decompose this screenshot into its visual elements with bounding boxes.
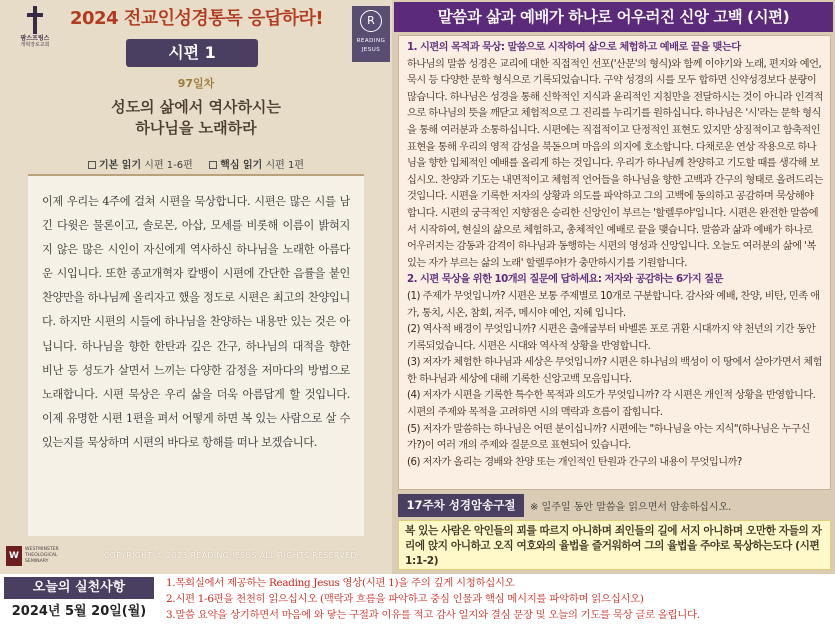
page-title-line1: 성도의 삶에서 역사하시는 <box>111 98 281 116</box>
section2-heading: 2. 시편 묵상을 위한 10개의 질문에 답하세요: 저자와 공감하는 6가지 질문 <box>407 274 723 286</box>
core-reading-value: 시편 1편 <box>265 160 305 171</box>
shield-icon: W <box>6 546 22 566</box>
memory-verse: 복 있는 사람은 악인들의 꾀를 따르지 아니하며 죄인들의 길에 서지 아니하며 오만한 자들의 자리에 앉지 아니하고 오직 여호와의 율법을 즐거워하여 그의 율법을 주야로 묵상하는도다 (시편 1:1-2) <box>398 520 831 570</box>
section1-heading: 1. 시편의 목적과 묵상: 말씀으로 시작하여 삶으로 체험하고 예배로 끝을 맺는다 <box>407 42 741 53</box>
seminary-logo <box>6 546 86 568</box>
action-date: 2024년 5월 20일(월) <box>11 604 147 619</box>
page-title <box>0 97 392 139</box>
action-strip <box>0 574 835 626</box>
memory-verse-tab: 17주차 성경암송구절 <box>398 494 524 517</box>
page-title-line2: 하나님을 노래하라 <box>135 119 257 137</box>
action-item: 2.시편 1-6편을 천천히 읽으십시오 (맥락과 흐름을 파악하고 중심 인물과 핵심 메시지를 파악하며 읽으십시오) <box>166 592 644 605</box>
question-item: (1) 주제가 무엇입니까? 시편은 보통 주제별로 10개로 구분합니다. 감사와 예배, 찬양, 비탄, 민족 애가, 통치, 시온, 참회, 저주, 메시야 예언, 지혜 입니다. <box>407 290 820 319</box>
question-item: (6) 저자가 올리는 경배와 찬양 또는 개인적인 탄원과 간구의 내용이 무엇입니까? <box>407 456 742 468</box>
question-item: (2) 역사적 배경이 무엇입니까? 시편은 출애굽부터 바벨론 포로 귀환 시대까지 약 천년의 기간 동안 기록되었습니다. 시편은 시대와 역사적 상황을 반영합니다. <box>407 324 816 352</box>
devotional-card <box>28 174 364 536</box>
action-item: 1.목회실에서 제공하는 Reading Jesus 영상(시편 1)을 주의 깊게 시청하십시오 <box>166 577 515 589</box>
church-logo <box>6 6 64 48</box>
core-reading-label: 핵심 읽기 <box>220 160 263 171</box>
reading-ranges <box>0 156 392 171</box>
cross-icon <box>25 6 45 34</box>
checkbox-icon <box>88 161 96 169</box>
basic-reading-value: 시편 1-6편 <box>144 160 193 171</box>
question-item: (3) 저자가 체험한 하나님과 세상은 무엇입니까? 시편은 하나님의 백성이 이 땅에서 살아가면서 체험한 하나님과 세상에 대해 기록한 신앙고백 모음입니다. <box>407 357 822 385</box>
action-item: 3.말씀 요약을 상기하면서 마음에 와 닿는 구절과 이유를 적고 감사 일지와 결심 문장 및 오늘의 기도를 묵상 글로 올립니다. <box>166 608 700 621</box>
question-item: (4) 저자가 시편을 기록한 특수한 목적과 의도가 무엇입니까? 각 시편은 개인적 상황을 반영합니다. 시편의 주제와 목적을 고려하면 시의 맥락과 흐름이 잡힙니다. <box>407 390 816 419</box>
left-page <box>0 0 392 574</box>
psalm-tab: 시편 1 <box>126 39 258 67</box>
day-count: 97일차 <box>177 77 215 90</box>
reading-jesus-icon: R <box>360 10 382 32</box>
checkbox-icon <box>209 161 217 169</box>
question-item: (5) 저자가 말씀하는 하나님은 어떤 분이십니까? 시편에는 "하나님을 아는 지식"(하나님은 누구신가?)이 여러 개의 주제와 질문으로 표현되어 있습니다. <box>407 423 810 452</box>
reading-jesus-badge: R READING JESUS <box>352 6 390 62</box>
memory-verse-note: ※ 일주일 동안 말씀을 읽으면서 암송하십시오. <box>530 502 732 513</box>
basic-reading-label: 기본 읽기 <box>98 160 142 171</box>
right-panel-body <box>398 35 831 490</box>
section1-text: 하나님의 말씀 성경은 교리에 대한 직접적인 선포('산문'의 형식)와 함께 이야기와 노래, 편지와 예언, 묵시 등 다양한 문학 형식으로 기록되었습니다. 구약 성경의 시를 모두 합하면 신약성경보다 분량이 많습니다. 하나님은 성경을 통해 신학적인 지식과 윤리적인 지침만을 전달하시는 것이 아니라 인격적으로 하나님의 뜻을 깨닫고 체험적으로 그 진리를 누리기를 원하십니다. 하나님은 '시'라는 문학 형식을 통해 여러분과 소통하십니다. 시편에는 직접적이고 단정적인 표현도 있지만 상징적이고 함축적인 표현을 통해 우리의 영적 감성을 북돋으며 마음의 의지에 호소합니다. 다채로운 연상 작용으로 하나님을 향한 입체적인 예배를 올리게 하는 것입니다. 우리가 하나님께 찬양하고 기도할 때를 생각해 보십시오. 찬양과 기도는 내면적이고 체험적 언어들을 하나님을 향한 고백과 간구의 형태로 올려드리는 것입니다. 시편을 기록한 저자의 상황과 의도를 파악하고 그의 고백에 동의하고 공감하며 묵상해야 합니다. 시편의 궁극적인 지향점은 승리한 신앙인이 부르는 '할렐루야'입니다. 시편은 완전한 말씀에서 시작하여, 현실의 삶으로 체험하고, 총체적인 예배로 끝을 맺습니다. 말씀과 삶과 예배가 하나로 어우러지는 감동과 감격이 하나님과 동행하는 시편의 영성과 신앙입니다. 오늘도 여러분의 삶에 '복 있는 자가 부르는 삶의 노래' 할렐루야!가 충만하시기를 기원합니다. <box>407 58 823 269</box>
church-logo-line2: 개혁장로교회 <box>20 42 50 48</box>
page-headline: 2024 전교인성경통독 응답하라! <box>70 8 324 29</box>
action-list <box>166 576 834 623</box>
question-list <box>407 289 824 472</box>
copyright-notice: COPYRIGHT © 2023 READING JESUS ALL RIGHTS RESERVED. <box>104 551 360 560</box>
action-tab: 오늘의 실천사항 <box>4 577 154 599</box>
church-logo-line1: 팜스프링스 <box>20 35 50 42</box>
seminary-name: WESTMINSTER THEOLOGICAL SEMINARY <box>25 547 59 564</box>
devotional-text: 이제 우리는 4주에 걸쳐 시편을 묵상합니다. 시편은 많은 시를 남긴 다윗은 물론이고, 솔로몬, 아삽, 모세를 비롯해 이름이 밝혀지지 않은 많은 시인이 자신에게 역사하신 하나님을 노래한 아름다운 시입니다. 또한 종교개혁자 칼뱅이 시편에 간단한 음률을 붙인 찬양만을 하나님께 올리자고 했을 정도로 시편은 최고의 찬양입니다. 하지만 시편의 시들에 하나님을 찬양하는 내용만 있는 것은 아닙니다. 하나님을 향한 한탄과 깊은 간구, 하나님의 대적을 향한 비난 등 성도가 살면서 느끼는 다양한 감정을 저마다의 방법으로 노래합니다. 시편 묵상은 우리 삶을 더욱 아름답게 할 것입니다. 이제 유명한 시편 1편을 펴서 어떻게 하면 복 있는 사람으로 살 수 있는지를 묵상하며 시편의 바다로 항해를 떠나 보겠습니다. <box>42 195 350 449</box>
right-panel-title: 말씀과 삶과 예배가 하나로 어우러진 신앙 고백 (시편) <box>394 2 833 32</box>
